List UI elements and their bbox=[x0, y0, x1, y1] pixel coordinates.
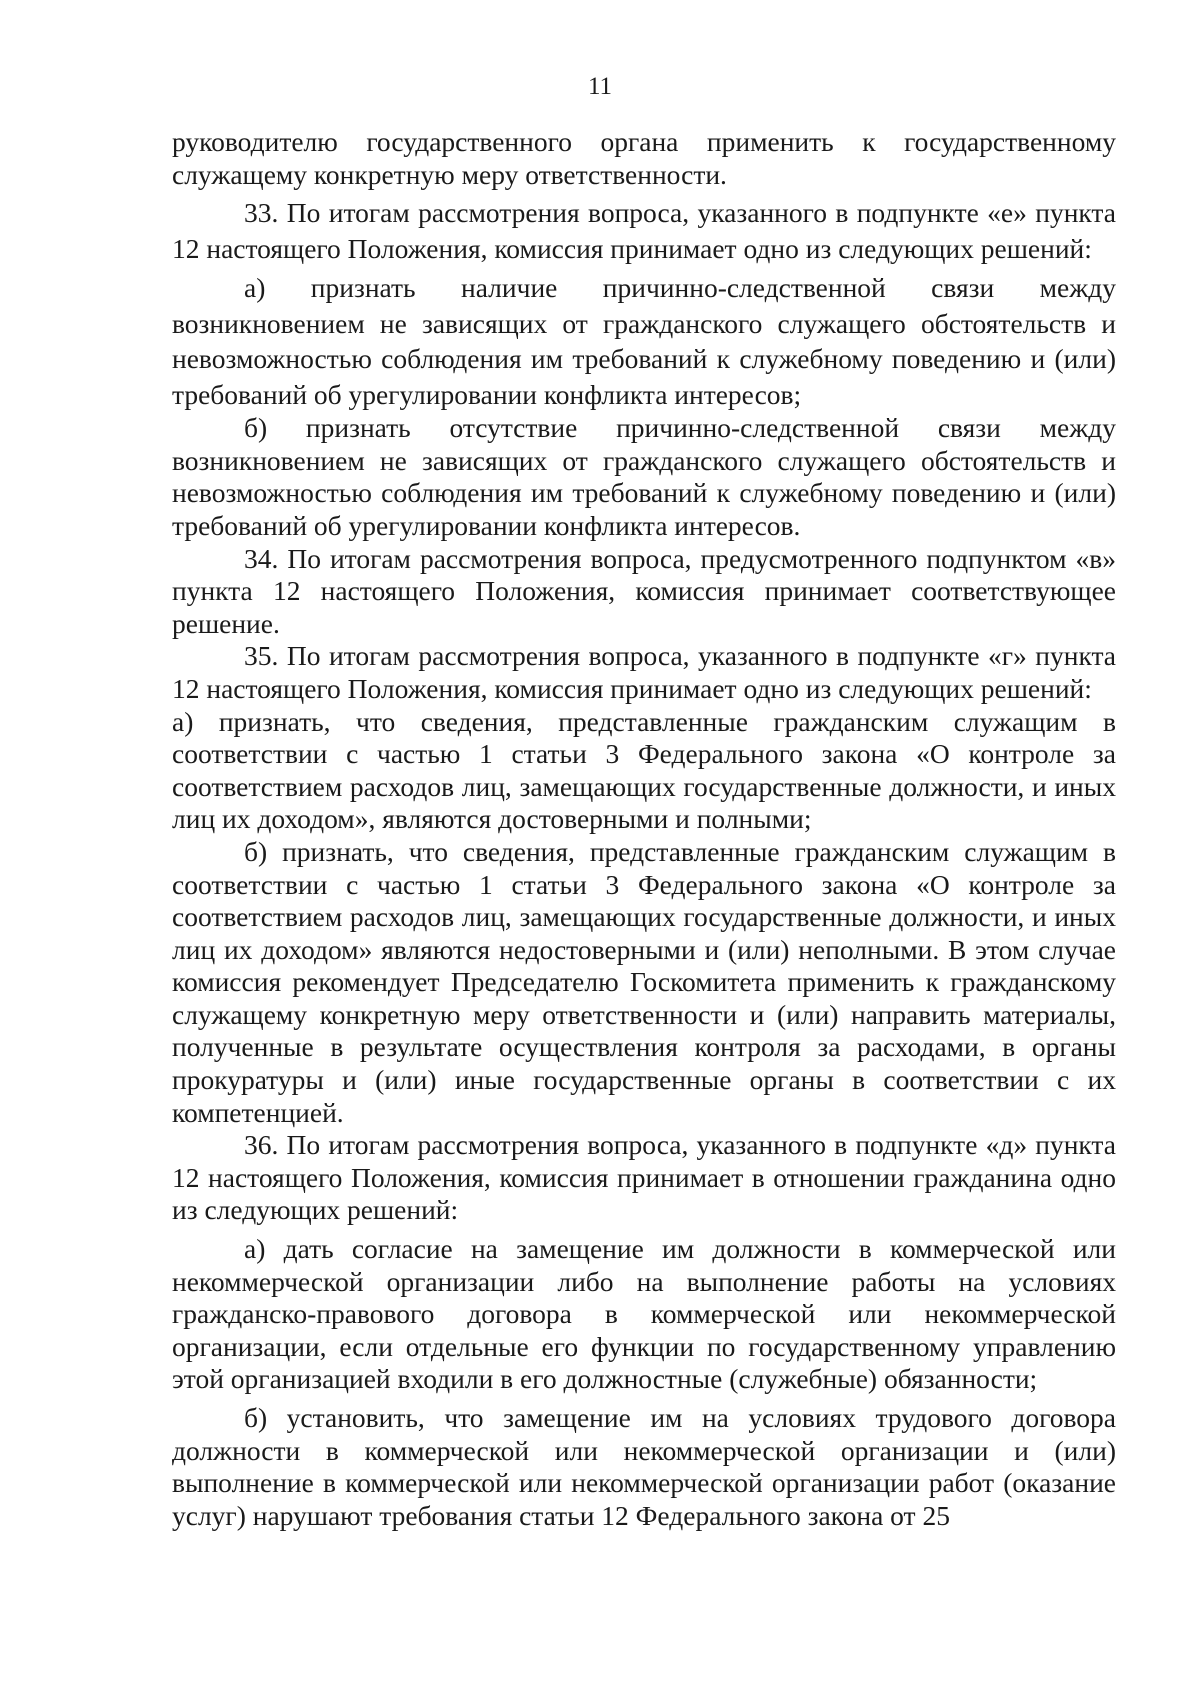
paragraph-35-b: б) признать, что сведения, представленные гражданским служащим в соответствии с частью 1 статьи 3 Федерального закона «О контроле за соответствием расходов лиц, замещающих государственные должности, и иных лиц их доходом» являются недостоверными и (или) неполными. В этом случае комиссия рекомендует Председателю Госкомитета применить к гражданскому служащему конкретную меру ответственности и (или) направить материалы, полученные в результате осуществления контроля за расходами, в органы прокуратуры и (или) иные государственные органы в соответствии с их компетенцией. bbox=[172, 835, 1116, 1128]
paragraph-36: 36. По итогам рассмотрения вопроса, указанного в подпункте «д» пункта 12 настоящего Положения, комиссия принимает в отношении гражданина одно из следующих решений: bbox=[172, 1129, 1116, 1226]
page-number: 11 bbox=[587, 73, 613, 100]
paragraph-34: 34. По итогам рассмотрения вопроса, предусмотренного подпунктом «в» пункта 12 настоящего Положения, комиссия принимает соответствующее решение. bbox=[172, 542, 1116, 639]
paragraph-35: 35. По итогам рассмотрения вопроса, указанного в подпункте «г» пункта 12 настоящего Положения, комиссия принимает одно из следующих решений: bbox=[172, 640, 1116, 704]
paragraph-continuation: руководителю государственного органа применить к государственному служащему конкретную меру ответственности. bbox=[172, 126, 1116, 190]
paragraph-33: 33. По итогам рассмотрения вопроса, указанного в подпункте «е» пункта 12 настоящего Положения, комиссия принимает одно из следующих решений: bbox=[172, 197, 1116, 264]
paragraph-33-a: а) признать наличие причинно-следственной связи между возникновением не зависящих от гражданского служащего обстоятельств и невозможностью соблюдения им требований к служебному поведению и (или) требований об урегулировании конфликта интересов; bbox=[172, 272, 1116, 410]
paragraph-36-b: б) установить, что замещение им на условиях трудового договора должности в коммерческой или некоммерческой организации и (или) выполнение в коммерческой или некоммерческой организации работ (оказание услуг) нарушают требования статьи 12 Федерального закона от 25 bbox=[172, 1402, 1116, 1531]
paragraph-35-a: а) признать, что сведения, представленные гражданским служащим в соответствии с частью 1 статьи 3 Федерального закона «О контроле за соответствием расходов лиц, замещающих государственные должности, и иных лиц их доходом», являются достоверными и полными; bbox=[172, 705, 1116, 835]
document-body bbox=[172, 126, 1116, 1532]
paragraph-33-b: б) признать отсутствие причинно-следственной связи между возникновением не зависящих от гражданского служащего обстоятельств и невозможностью соблюдения им требований к служебному поведению и (или) требований об урегулировании конфликта интересов. bbox=[172, 412, 1116, 541]
paragraph-36-a: а) дать согласие на замещение им должности в коммерческой или некоммерческой организации либо на выполнение работы на условиях гражданско-правового договора в коммерческой или некоммерческой организации, если отдельные его функции по государственному управлению этой организацией входили в его должностные (служебные) обязанности; bbox=[172, 1233, 1116, 1395]
